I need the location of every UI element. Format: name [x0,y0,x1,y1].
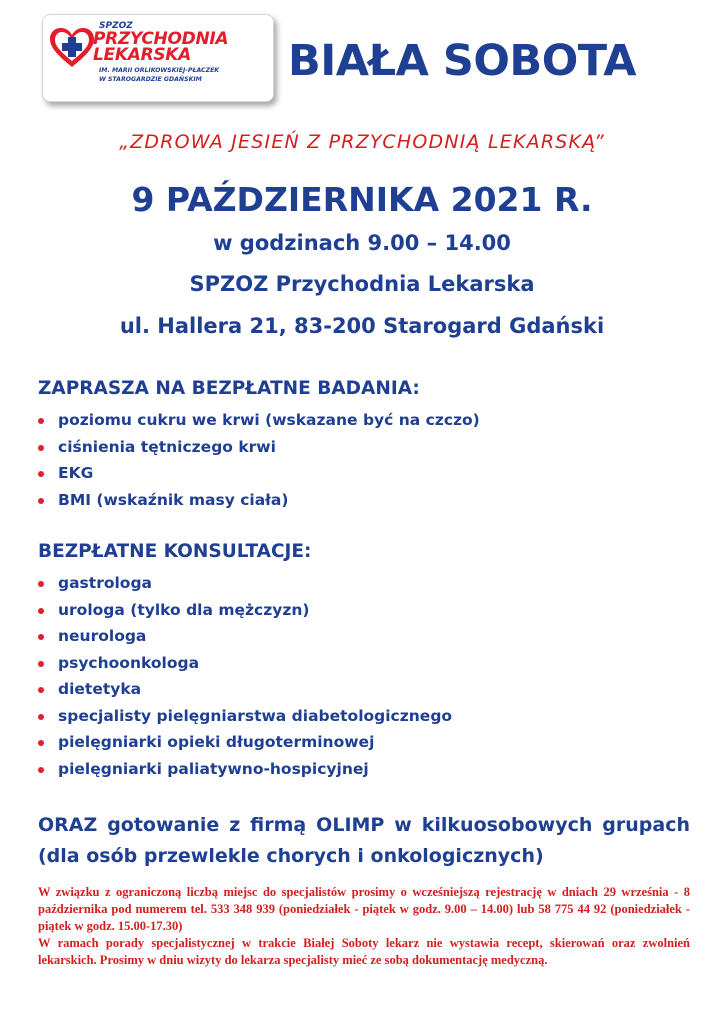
heart-cross-icon [49,27,95,69]
list-item-text: poziomu cukru we krwi (wskazane być na czczo) [58,411,480,429]
list-item-text: dietetyka [58,680,142,698]
event-date: 9 PAŹDZIERNIKA 2021 R. [131,180,593,219]
consultations-heading: BEZPŁATNE KONSULTACJE: [38,541,312,562]
list-item [36,707,452,734]
bullet-icon [38,687,44,693]
list-item [36,438,480,465]
cooking-info [38,810,690,872]
page-title: BIAŁA SOBOTA [288,36,637,86]
list-item [36,680,452,707]
list-item-text: specjalisty pielęgniarstwa diabetologicznego [58,706,453,725]
list-item [36,601,452,628]
list-item [36,411,480,438]
bullet-icon [38,767,44,773]
event-hours: w godzinach 9.00 – 14.00 [213,231,511,255]
bullet-icon [38,608,44,614]
event-address: ul. Hallera 21, 83-200 Starogard Gdański [119,314,605,338]
list-item-text: neurologa [58,627,147,645]
list-item [36,733,452,760]
bullet-icon [38,418,44,424]
logo-small-text: SPZOZ [99,21,133,31]
logo-name [93,31,228,63]
list-item [36,464,480,491]
list-item-text: psychoonkologa [58,653,200,672]
list-item-text: urologa (tylko dla mężczyzn) [58,600,310,619]
bullet-icon [38,714,44,720]
tests-heading: ZAPRASZA NA BEZPŁATNE BADANIA: [38,378,420,399]
list-item [36,760,452,787]
cooking-line2: (dla osób przewlekle chorych i onkologicznych) [38,845,544,867]
bullet-icon [38,661,44,667]
list-item [36,654,452,681]
bullet-icon [38,634,44,640]
bullet-icon [38,445,44,451]
logo-name-line1: PRZYCHODNIA [93,29,229,49]
list-item [36,627,452,654]
notice-paragraph-1: W związku z ograniczoną liczbą miejsc do specjalistów prosimy o wcześniejszą rejestrację w dniach 29 września - 8 października pod numerem tel. 533 348 939 (poniedziałek - piątek w godz. 9.00 – 14.00) lub 58 775 44 92 (poniedziałek - piątek w godz. 15.00-17.30) [38,885,690,933]
consultations-list [36,574,452,786]
bullet-icon [38,740,44,746]
event-place: SPZOZ Przychodnia Lekarska [189,272,535,296]
logo-sub-line1: IM. MARII ORLIKOWSKIEJ-PŁACZEK [99,67,220,74]
list-item-text: pielęgniarki opieki długoterminowej [58,733,375,751]
cooking-line1: ORAZ gotowanie z firmą OLIMP w kilkuosobowych grupach [38,814,690,836]
tests-list [36,411,480,517]
logo-sub-line2: W STAROGARDZIE GDAŃSKIM [99,76,202,83]
list-item-text: gastrologa [58,574,152,592]
list-item-text: EKG [58,464,94,482]
bullet-icon [38,581,44,587]
list-item-text: ciśnienia tętniczego krwi [58,437,276,456]
bullet-icon [38,471,44,477]
motto: „ZDROWA JESIEŃ Z PRZYCHODNIĄ LEKARSKĄ” [119,131,605,153]
list-item [36,574,452,601]
registration-notice [38,884,690,969]
list-item-text: BMI (wskaźnik masy ciała) [58,490,289,509]
notice-paragraph-2: W ramach porady specjalistycznej w trakcie Białej Soboty lekarz nie wystawia recept, skierowań oraz zwolnień lekarskich. Prosimy w dniu wizyty do lekarza specjalisty mieć ze sobą dokumentację medyczną. [38,936,690,967]
logo-name-line2: LEKARSKA [93,45,192,65]
list-item [36,491,480,518]
logo-subtitle [99,66,219,84]
clinic-logo [42,14,274,102]
list-item-text: pielęgniarki paliatywno-hospicyjnej [58,759,369,778]
bullet-icon [38,498,44,504]
